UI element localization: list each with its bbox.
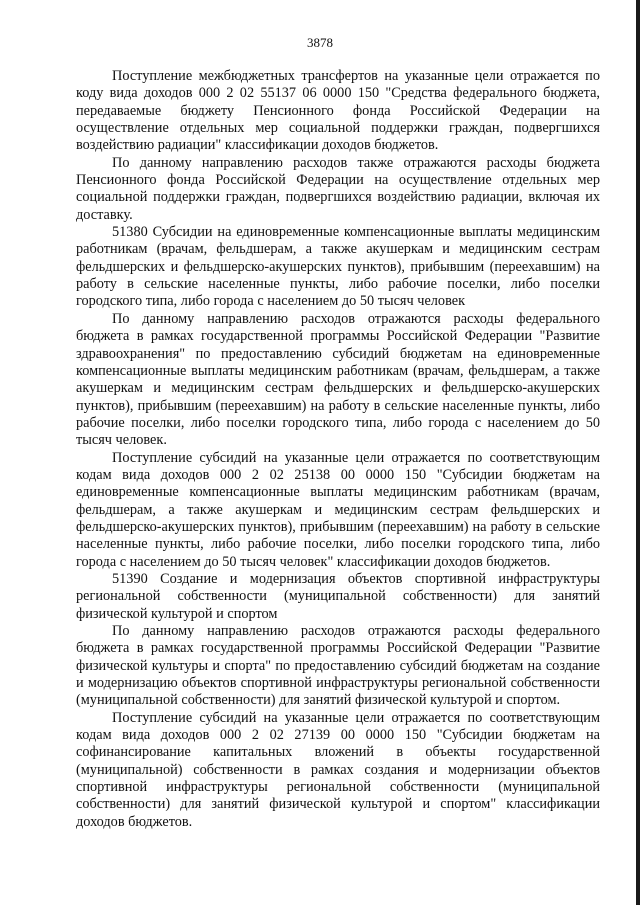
document-body <box>76 68 600 831</box>
paragraph-51380-expenses: По данному направлению расходов отражаются расходы федерального бюджета в рамках государственной программы Российской Федерации "Развитие здравоохранения" по предоставлению субсидий бюджетам на единовременные компенсационные выплаты медицинским работникам (врачам, фельдшерам, а также акушеркам и медицинским сестрам фельдшерских и фельдшерско-акушерских пунктов), прибывшим (переехавшим) на работу в сельские населенные пункты, либо рабочие поселки, либо поселки городского типа, либо города с населением до 50 тысяч человек. <box>76 310 600 449</box>
paragraph-code-51380: 51380 Субсидии на единовременные компенсационные выплаты медицинским работникам (врачам, фельдшерам, а также акушеркам и медицинским сестрам фельдшерских и фельдшерско-акушерских пунктов), прибывшим (переехавшим) на работу в сельские населенные пункты, либо рабочие поселки, либо поселки городского типа, либо города с населением до 50 тысяч человек <box>76 224 600 310</box>
paragraph-pension-fund-expenses: По данному направлению расходов также отражаются расходы бюджета Пенсионного фонда Российской Федерации на осуществление отдельных мер социальной поддержки граждан, подвергшихся воздействию радиации, включая их доставку. <box>76 154 600 223</box>
paragraph-transfers-income: Поступление межбюджетных трансфертов на указанные цели отражается по коду вида доходов 000 2 02 55137 06 0000 150 "Средства федерального бюджета, передаваемые бюджету Пенсионного фонда Российской Федерации на осуществление отдельных мер социальной поддержки граждан, подвергшихся воздействию радиации" классификации доходов бюджетов. <box>76 68 600 154</box>
paragraph-code-51390: 51390 Создание и модернизация объектов спортивной инфраструктуры региональной собственности (муниципальной собственности) для занятий физической культурой и спортом <box>76 570 600 622</box>
paragraph-51380-income: Поступление субсидий на указанные цели отражается по соответствующим кодам вида доходов 000 2 02 25138 00 0000 150 "Субсидии бюджетам на единовременные компенсационные выплаты медицинским работникам (врачам, фельдшерам, а также акушеркам и медицинским сестрам фельдшерских и фельдшерско-акушерских пунктов), прибывшим (переехавшим) на работу в сельские населенные пункты, либо рабочие поселки, либо поселки городского типа, либо города с населением до 50 тысяч человек" классификации доходов бюджетов. <box>76 449 600 570</box>
page-number: 3878 <box>307 35 333 50</box>
paragraph-51390-income: Поступление субсидий на указанные цели отражается по соответствующим кодам вида доходов 000 2 02 27139 00 0000 150 "Субсидии бюджетам на софинансирование капитальных вложений в объекты государственной (муниципальной) собственности в рамках создания и модернизации объектов спортивной инфраструктуры региональной собственности (муниципальной собственности) для занятий физической культурой и спортом" классификации доходов бюджетов. <box>76 709 600 830</box>
paragraph-51390-expenses: По данному направлению расходов отражаются расходы федерального бюджета в рамках государственной программы Российской Федерации "Развитие физической культуры и спорта" по предоставлению субсидий бюджетам на создание и модернизацию объектов спортивной инфраструктуры региональной собственности (муниципальной собственности) для занятий физической культурой и спортом. <box>76 623 600 709</box>
page-edge-shadow <box>636 0 640 905</box>
